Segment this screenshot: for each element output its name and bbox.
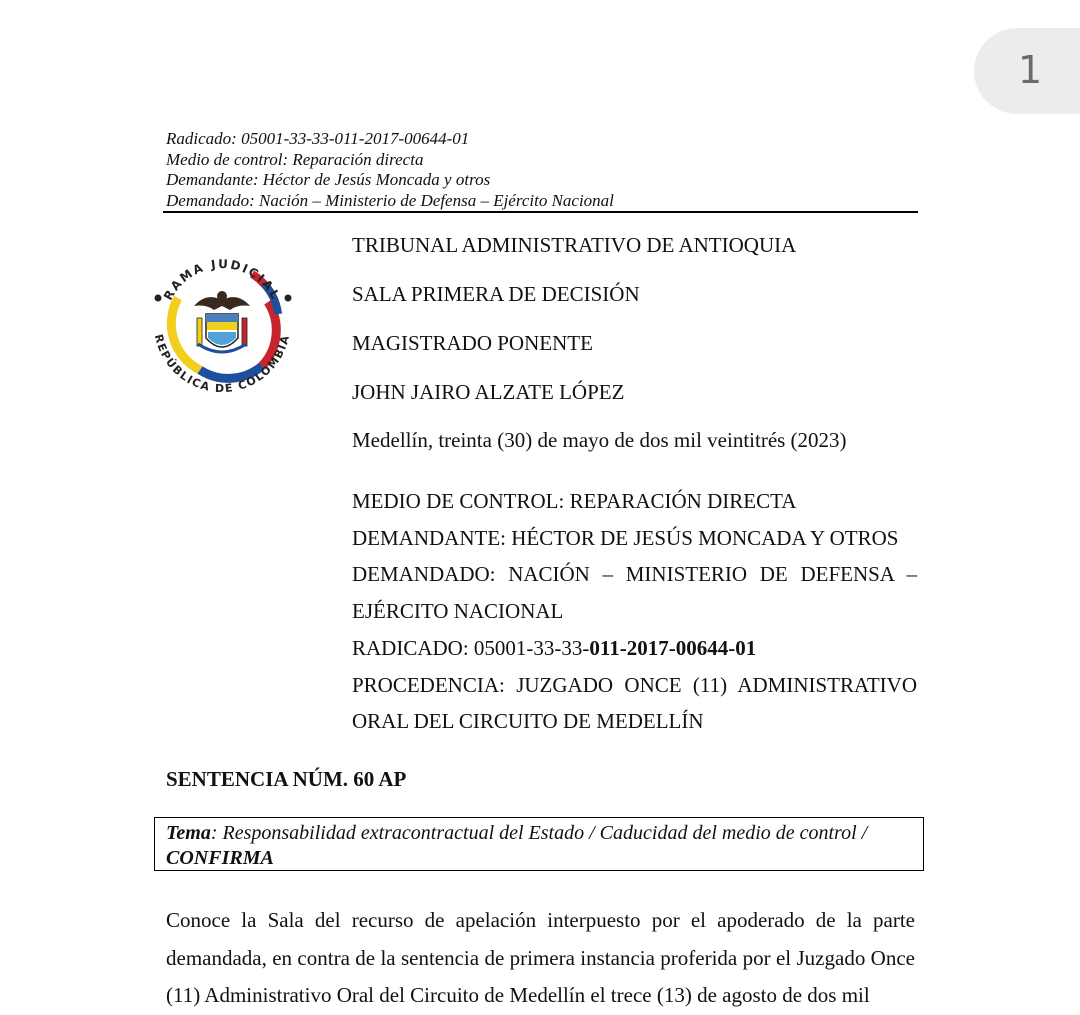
- document-header: [166, 129, 918, 211]
- tema-line: [166, 821, 923, 846]
- svg-text:REPÚBLICA DE COLOMBIA: REPÚBLICA DE COLOMBIA: [151, 333, 293, 396]
- document-date: Medellín, treinta (30) de mayo de dos mil veintitrés (2023): [352, 428, 847, 452]
- tema-label: Tema: [166, 822, 211, 844]
- tema-confirma: CONFIRMA: [166, 847, 274, 869]
- case-radicado: [352, 630, 917, 667]
- header-radicado: Radicado: 05001-33-33-011-2017-00644-01: [166, 129, 470, 148]
- svg-text:RAMA JUDICIAL: RAMA JUDICIAL: [161, 256, 284, 303]
- header-divider: [163, 211, 918, 213]
- case-demandado-line-2: EJÉRCITO NACIONAL: [352, 599, 564, 624]
- case-radicado-prefix: RADICADO: 05001-33-33-: [352, 635, 590, 660]
- header-demandado: Demandado: Nación – Ministerio de Defensa – Ejército Nacional: [166, 190, 614, 210]
- case-demandado-line-1: DEMANDADO: NACIÓN – MINISTERIO DE DEFENSA –: [352, 562, 917, 587]
- page-number-badge: [974, 28, 1080, 114]
- body-paragraph: Conoce la Sala del recurso de apelación interpuesto por el apoderado de la parte demandada, en contra de la sentencia de primera instancia proferida por el Juzgado Once (11) Administrativo Oral del Circuito de Medellín el trece (13) de agosto de dos mil: [166, 908, 915, 1007]
- court-name: TRIBUNAL ADMINISTRATIVO DE ANTIOQUIA: [352, 233, 797, 257]
- case-procedencia-line-2: ORAL DEL CIRCUITO DE MEDELLÍN: [352, 709, 704, 734]
- rama-judicial-seal-icon: [140, 240, 304, 404]
- page-number: 1: [1018, 48, 1043, 92]
- header-demandante: Demandante: Héctor de Jesús Moncada y otros: [166, 170, 491, 189]
- header-medio-de-control: Medio de control: Reparación directa: [166, 149, 424, 169]
- case-details: [352, 483, 917, 740]
- case-medio-de-control: MEDIO DE CONTROL: REPARACIÓN DIRECTA: [352, 489, 797, 513]
- tema-text: : Responsabilidad extracontractual del Estado / Caducidad del medio de control /: [210, 822, 868, 844]
- sentencia-title: SENTENCIA NÚM. 60 AP: [166, 767, 407, 791]
- magistrate-name: JOHN JAIRO ALZATE LÓPEZ: [352, 380, 625, 404]
- case-radicado-number: 011-2017-00644-01: [589, 635, 757, 660]
- case-demandante: DEMANDANTE: HÉCTOR DE JESÚS MONCADA Y OTROS: [352, 525, 899, 550]
- case-procedencia-line-1: PROCEDENCIA: JUZGADO ONCE (11) ADMINISTRATIVO: [352, 672, 917, 697]
- magistrate-label: MAGISTRADO PONENTE: [352, 331, 593, 355]
- tema-box: [154, 817, 924, 871]
- court-section: SALA PRIMERA DE DECISIÓN: [352, 282, 640, 306]
